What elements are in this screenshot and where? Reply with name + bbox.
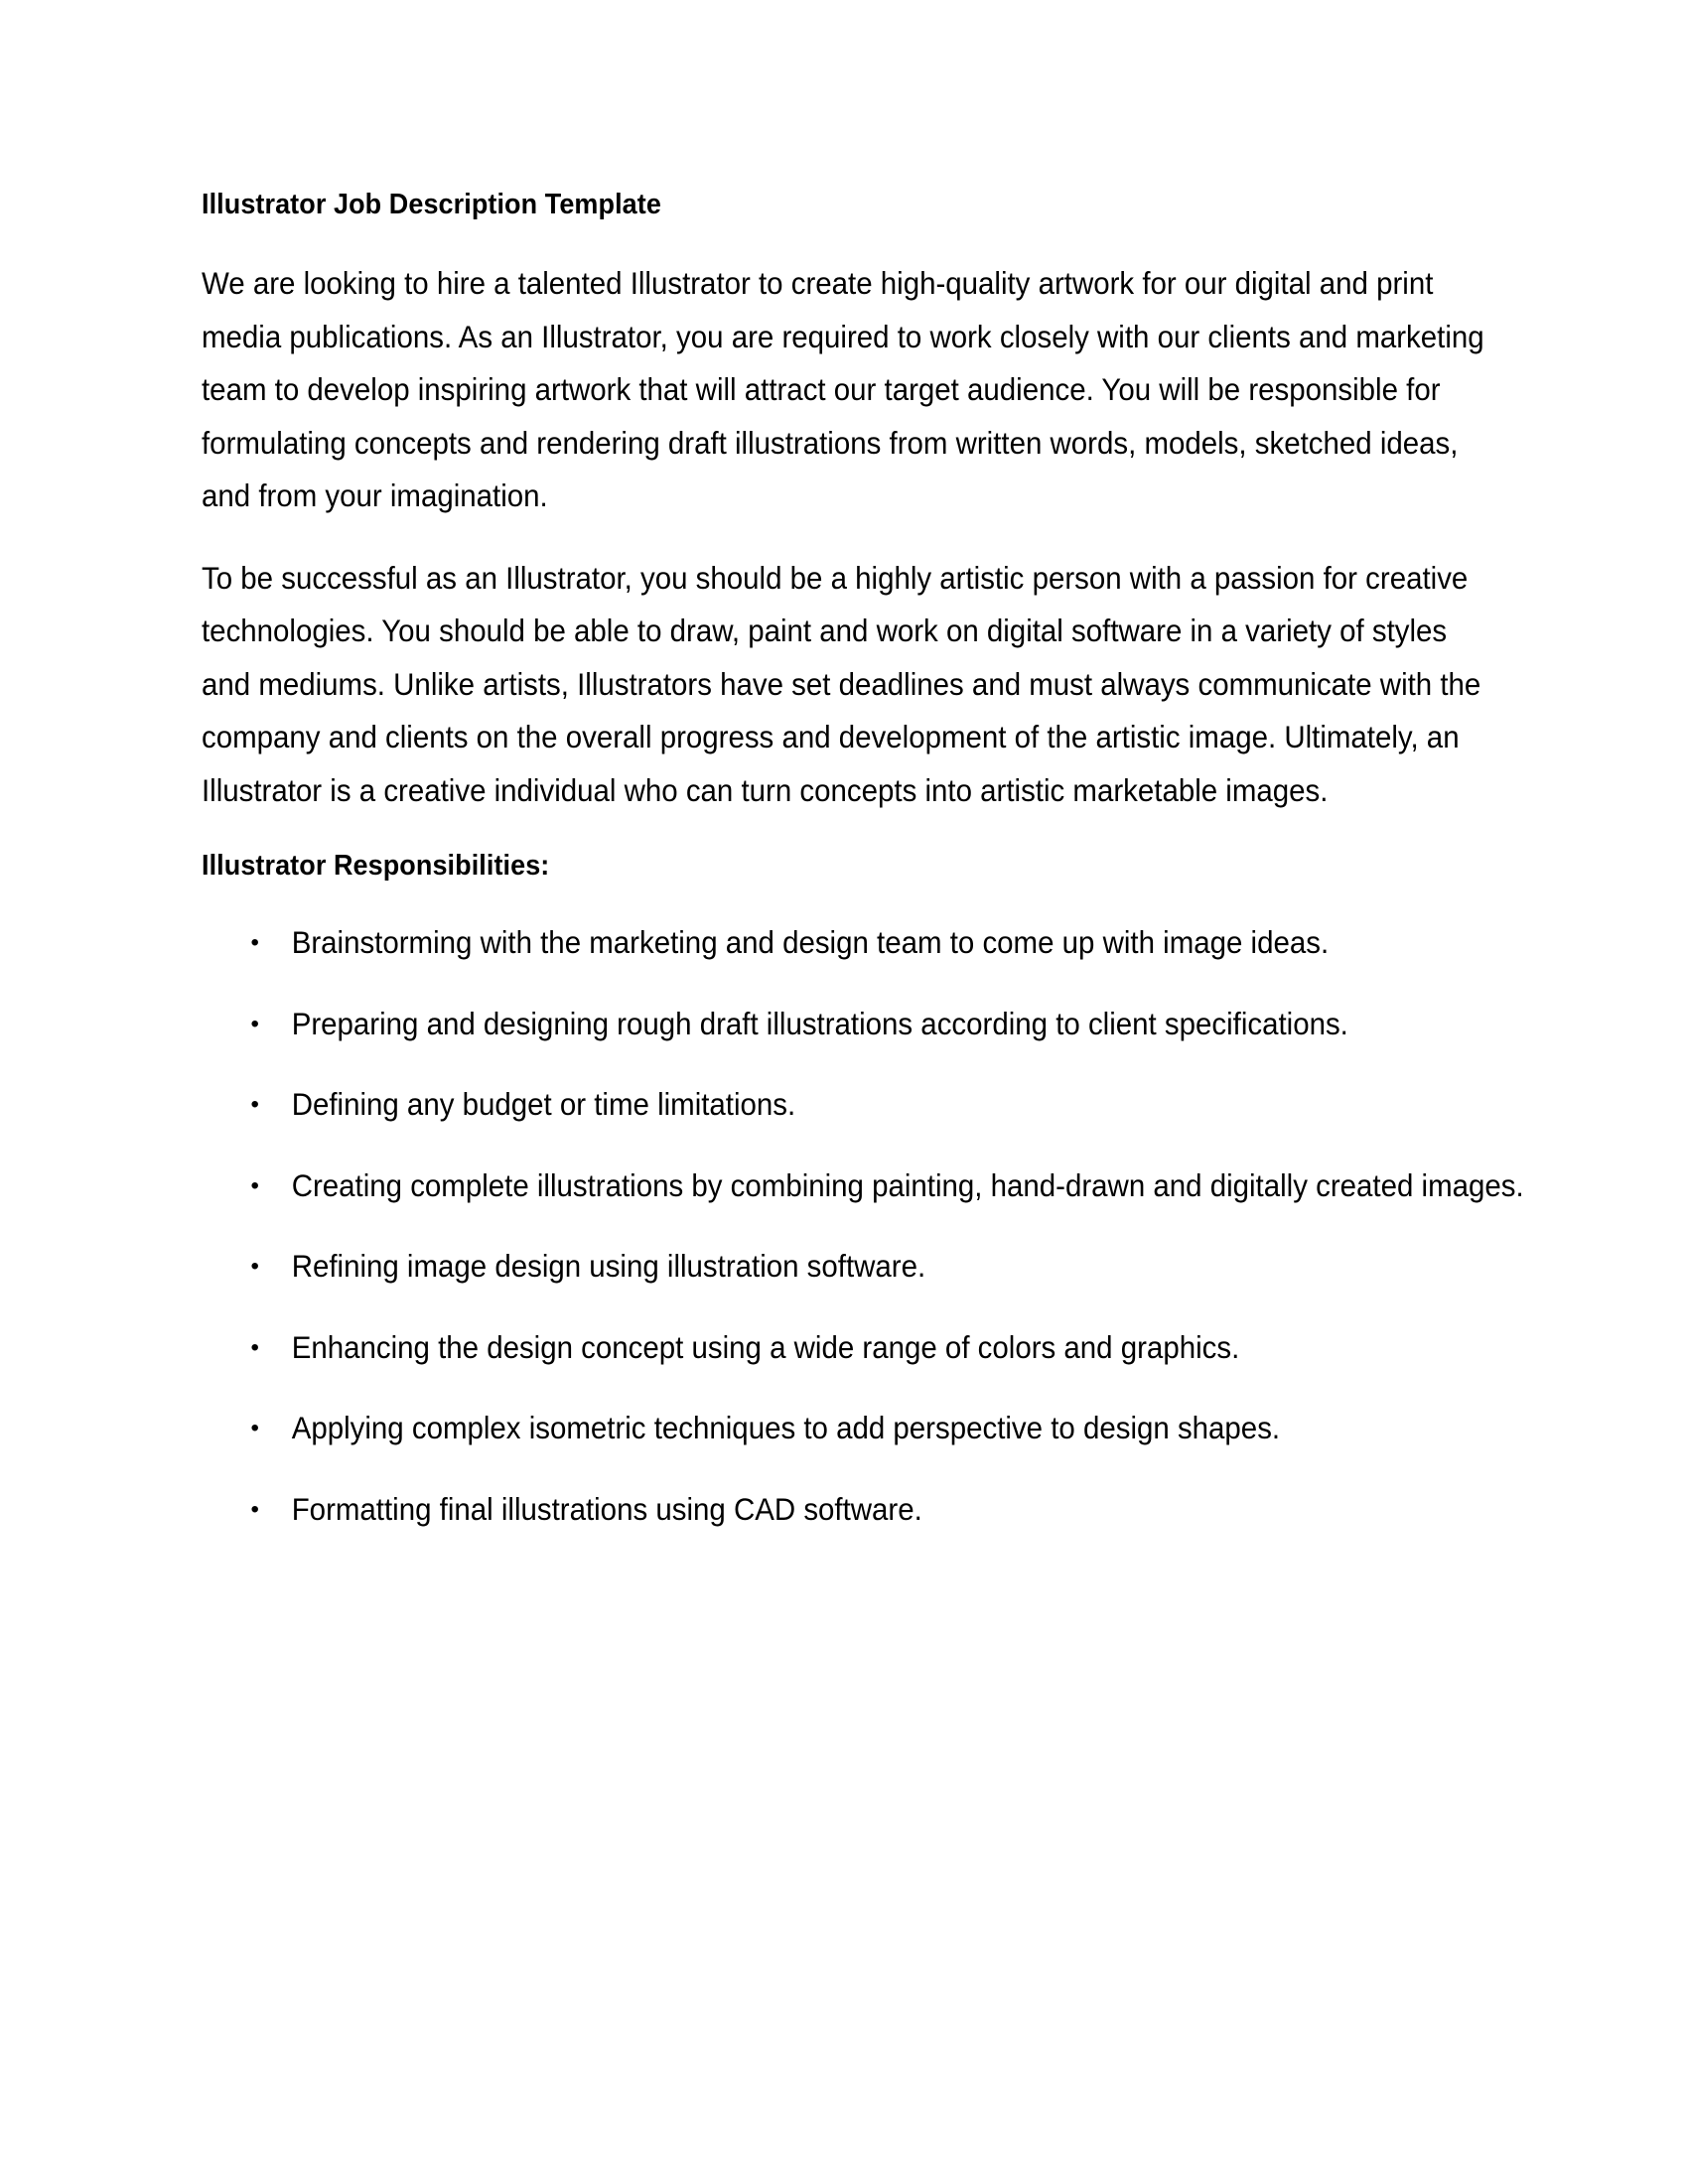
list-item xyxy=(202,1483,1575,1537)
bullet-icon: • xyxy=(250,929,259,956)
intro-paragraph: We are looking to hire a talented Illustrator to create high-quality artwork for our digital and print media publications. As an Illustrator, you are required to work closely with our clients and marketing team to develop inspiring artwork that will attract our target audience. You will be responsible for formulating concepts and rendering draft illustrations from written words, models, sketched ideas, and from your imagination. xyxy=(202,265,1484,513)
bullet-icon: • xyxy=(250,1415,259,1441)
bullet-icon: • xyxy=(250,1010,259,1037)
bullet-icon: • xyxy=(250,1171,259,1199)
list-item-text: Defining any budget or time limitations. xyxy=(291,1086,796,1122)
list-item xyxy=(202,916,1575,970)
list-item xyxy=(202,1240,1575,1294)
page-title: Illustrator Job Description Template xyxy=(202,189,661,220)
list-item-text: Brainstorming with the marketing and design team to come up with image ideas. xyxy=(291,924,1330,960)
bullet-icon: • xyxy=(250,1495,259,1523)
bullet-icon: • xyxy=(250,1333,259,1361)
spacer-after-heading xyxy=(202,886,1484,916)
list-item-text: Formatting final illustrations using CAD software. xyxy=(291,1490,922,1527)
responsibilities-heading: Illustrator Responsibilities: xyxy=(202,850,550,882)
bullet-icon: • xyxy=(250,1253,259,1280)
spacer-after-title xyxy=(202,224,1484,257)
document-body xyxy=(202,185,1524,1536)
list-item-text: Applying complex isometric techniques to add perspective to design shapes. xyxy=(291,1410,1281,1445)
spacer-between-paragraphs xyxy=(202,523,1484,552)
list-item-text: Enhancing the design concept using a wide range of colors and graphics. xyxy=(291,1328,1240,1365)
spacer-before-heading xyxy=(202,817,1484,846)
list-item-text: Creating complete illustrations by combining painting, hand-drawn and digitally created images. xyxy=(291,1166,1524,1203)
list-item xyxy=(202,998,1575,1051)
bullet-icon: • xyxy=(250,1091,259,1118)
responsibilities-list xyxy=(202,916,1524,1536)
list-item-text: Refining image design using illustration software. xyxy=(291,1248,926,1284)
list-item xyxy=(202,1402,1575,1455)
list-item-text: Preparing and designing rough draft illustrations according to client specifications. xyxy=(291,1005,1348,1041)
list-item xyxy=(202,1321,1575,1375)
list-item xyxy=(202,1078,1575,1132)
list-item xyxy=(202,1160,1575,1213)
success-paragraph: To be successful as an Illustrator, you should be a highly artistic person with a passion for creative technologies. You should be able to draw, paint and work on digital software in a variety of styles and mediums. Unlike artists, Illustrators have set deadlines and must always communicate with the company and clients on the overall progress and development of the artistic image. Ultimately, an Illustrator is a creative individual who can turn concepts into artistic marketable images. xyxy=(202,559,1481,808)
